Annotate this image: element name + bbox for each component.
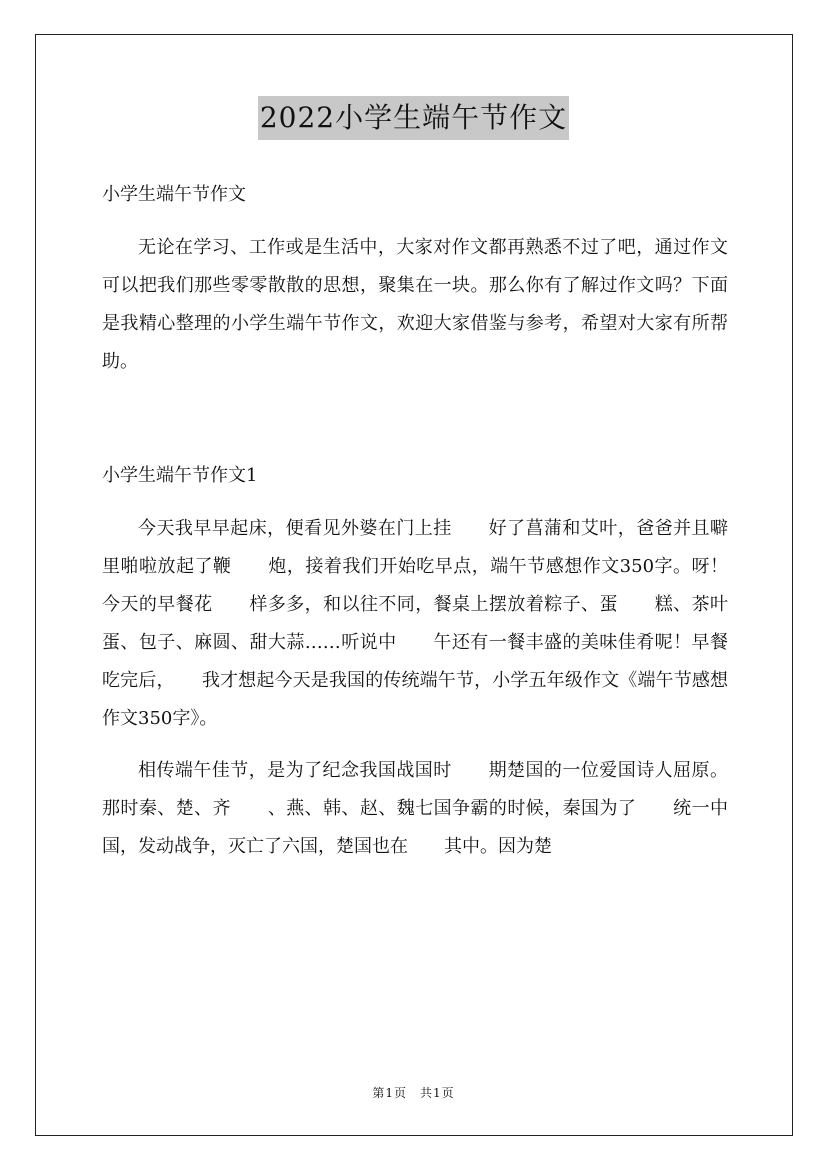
paragraph-gap: [102, 738, 728, 752]
title-area: [0, 96, 827, 140]
section-heading: 小学生端午节作文: [102, 184, 246, 205]
document-title: 2022小学生端午节作文: [258, 96, 569, 140]
document-body: [102, 176, 728, 866]
body-paragraph: 相传端午佳节，是为了纪念我国战国时 期楚国的一位爱国诗人屈原。那时秦、楚、齐 、燕、韩、赵、魏七国争霸的时候，秦国为了 统一中国，发动战争，灭亡了六国，楚国也在 其中。因为楚: [102, 760, 728, 857]
page-footer: 第1页 共1页: [372, 1086, 455, 1100]
section-heading: 小学生端午节作文1: [102, 465, 258, 486]
body-paragraph: 今天我早早起床，便看见外婆在门上挂 好了菖蒲和艾叶，爸爸并且噼里啪啦放起了鞭 炮，接着我们开始吃早点，端午节感想作文350字。呀！今天的早餐花 样多多，和以往不同，餐桌上摆放着粽子、蛋 糕、茶叶蛋、包子、麻圆、甜大蒜……听说中 午还有一餐丰盛的美味佳肴呢！早餐吃完后， 我才想起今天是我国的传统端午节，小学五年级作文《端午节感想作文350字》。: [102, 518, 728, 729]
intro-paragraph: 无论在学习、工作或是生活中，大家对作文都再熟悉不过了吧，通过作文可以把我们那些零零散散的思想，聚集在一块。那么你有了解过作文吗？下面是我精心整理的小学生端午节作文，欢迎大家借鉴与参考，希望对大家有所帮助。: [102, 237, 728, 372]
section-spacer: [102, 381, 728, 457]
